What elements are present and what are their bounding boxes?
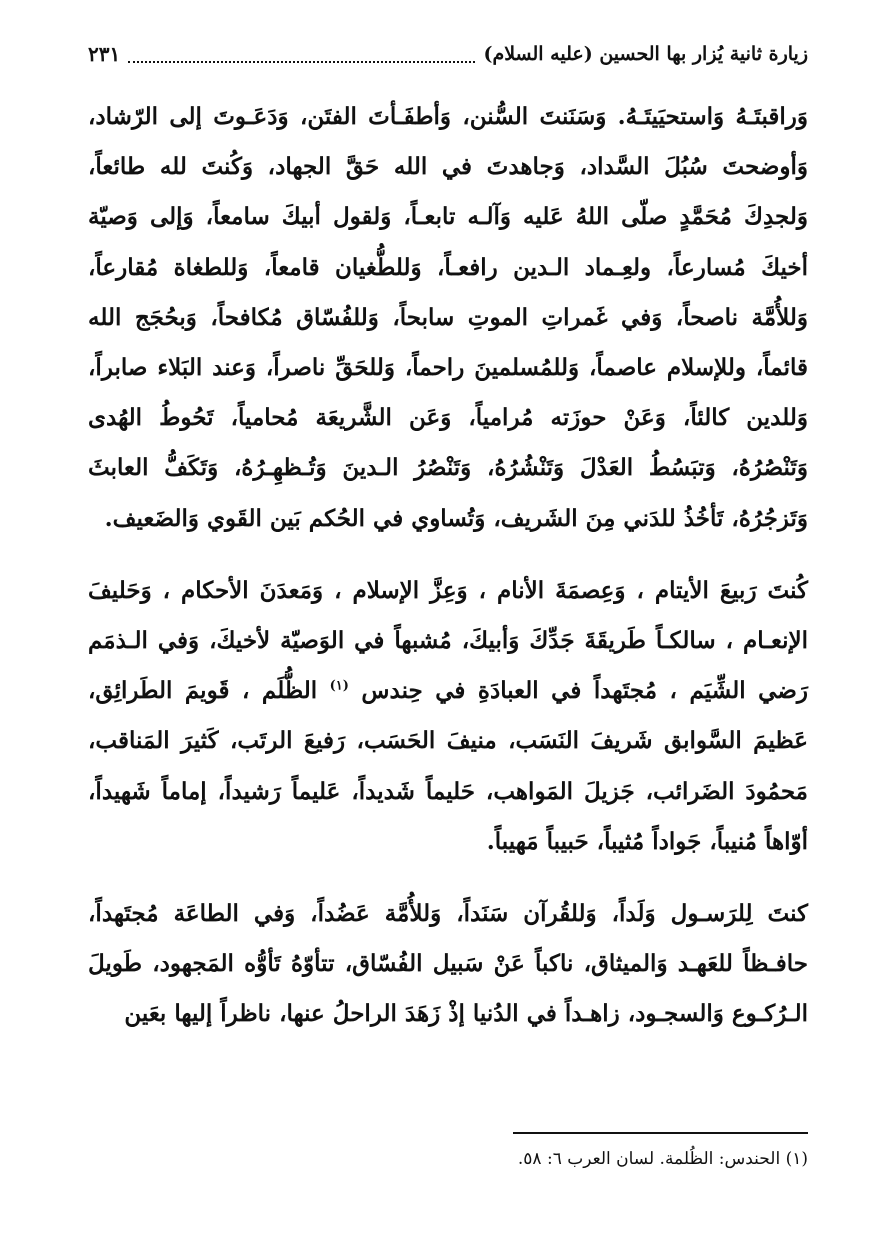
leader-dots <box>128 45 475 63</box>
paragraph-2-text-before-note: كُنتَ رَبيعَ الأيتام ، وَعِصمَةَ الأنام ، وَعِزَّ الإسلام ، وَمَعدَنَ الأحكام ، وَحَليفَ الإنعـام ، سالكـاً طَريقَةَ جَدِّكَ وَأبيكَ، مُشبهاً في الوَصيّة لأخيكَ، وَفي الـذمَم رَضي الشِّيَم ، مُجتَهداً في العبادَةِ في حِندس <box>88 576 808 705</box>
paragraph-2-text-after-note: الظُّلَم ، قَويمَ الطَرائِق، عَظيمَ السَّوابق شَريفَ النَسَب، منيفَ الحَسَب، رَفيعَ الرتَب، كَثيرَ المَناقب، مَحمُودَ الضَرائب، جَزيلَ المَواهب، حَليماً شَديداً، عَليماً رَشيداً، إماماً شَهيداً، أوّاهاً مُنيباً، جَواداً مُثيباً، حَبيباً مَهيباً. <box>88 677 808 855</box>
footnote-divider <box>513 1132 808 1134</box>
page-body <box>88 92 808 1040</box>
running-header <box>88 36 808 72</box>
footnote-reference: (١) <box>329 678 349 694</box>
page-number: ٢٣١ <box>88 42 121 66</box>
book-page <box>88 28 808 1228</box>
paragraph-1: وَراقبتَـهُ وَاستحيَيتَـهُ. وَسَنَنتَ السُّنن، وَأطفَـأتَ الفتَن، وَدَعَـوتَ إلى الرّشاد، وَأوضحتَ سُبُلَ السَّداد، وَجاهدتَ في الله حَقَّ الجهاد، وَكُنتَ لله طائعاً، وَلجدِكَ مُحَمَّدٍ صلّى اللهُ عَليه وَآلـه تابعـاً، وَلقول أبيكَ سامعاً، وَإلى وَصيّة أخيكَ مُسارعاً، ولعِـماد الـدين رافعـاً، وَللطُّغيان قامعاً، وَللطغاة مُقارعاً، وَللأُمَّة ناصحاً، وَفي غَمراتِ الموتِ سابحاً، وَللفُسّاق مُكافحاً، وَبحُجَج الله قائماً، وللإسلام عاصماً، وَللمُسلمينَ راحماً، وَللحَقِّ ناصراً، وَعند البَلاء صابراً، وَللدين كالئاً، وَعَنْ حوزَته مُرامياً، وَعَن الشَّريعَة مُحامياً، تَحُوطُ الهُدى وَتَنْصُرُهُ، وَتبَسُطُ العَدْلَ وَتَنْشُرُهُ، وَتَنْصُرُ الـدينَ وَتُـظهِـرُهُ، وَتَكَفُّ العابثَ وَتَزجُرُهُ، تَأخُذُ للدَني مِنَ الشَريف، وَتُساوي في الحُكم بَين القَوي وَالضَعيف. <box>88 103 809 532</box>
running-title: زيارة ثانية يُزار بها الحسين (عليه السلام) <box>483 43 808 65</box>
paragraph-3: كنتَ لِلرَسـول وَلَداً، وَللقُرآن سَنَداً، وَللأُمَّة عَضُداً، وَفي الطاعَة مُجتَهداً، حافـظاً للعَهـد وَالميثاق، ناكباً عَنْ سَبيل الفُسّاق، تتأوّهُ تَأوُّه المَجهود، طَويلَ الـرُكـوع وَالسجـود، زاهـداً في الدُنيا إذْ زَهَدَ الراحلُ عنها، ناظراً إليها بعَين <box>88 900 808 1028</box>
paragraph-2 <box>88 566 808 867</box>
footnote: (١) الحندس: الظُلمة. لسان العرب ٦: ٥٨. <box>517 1149 808 1169</box>
